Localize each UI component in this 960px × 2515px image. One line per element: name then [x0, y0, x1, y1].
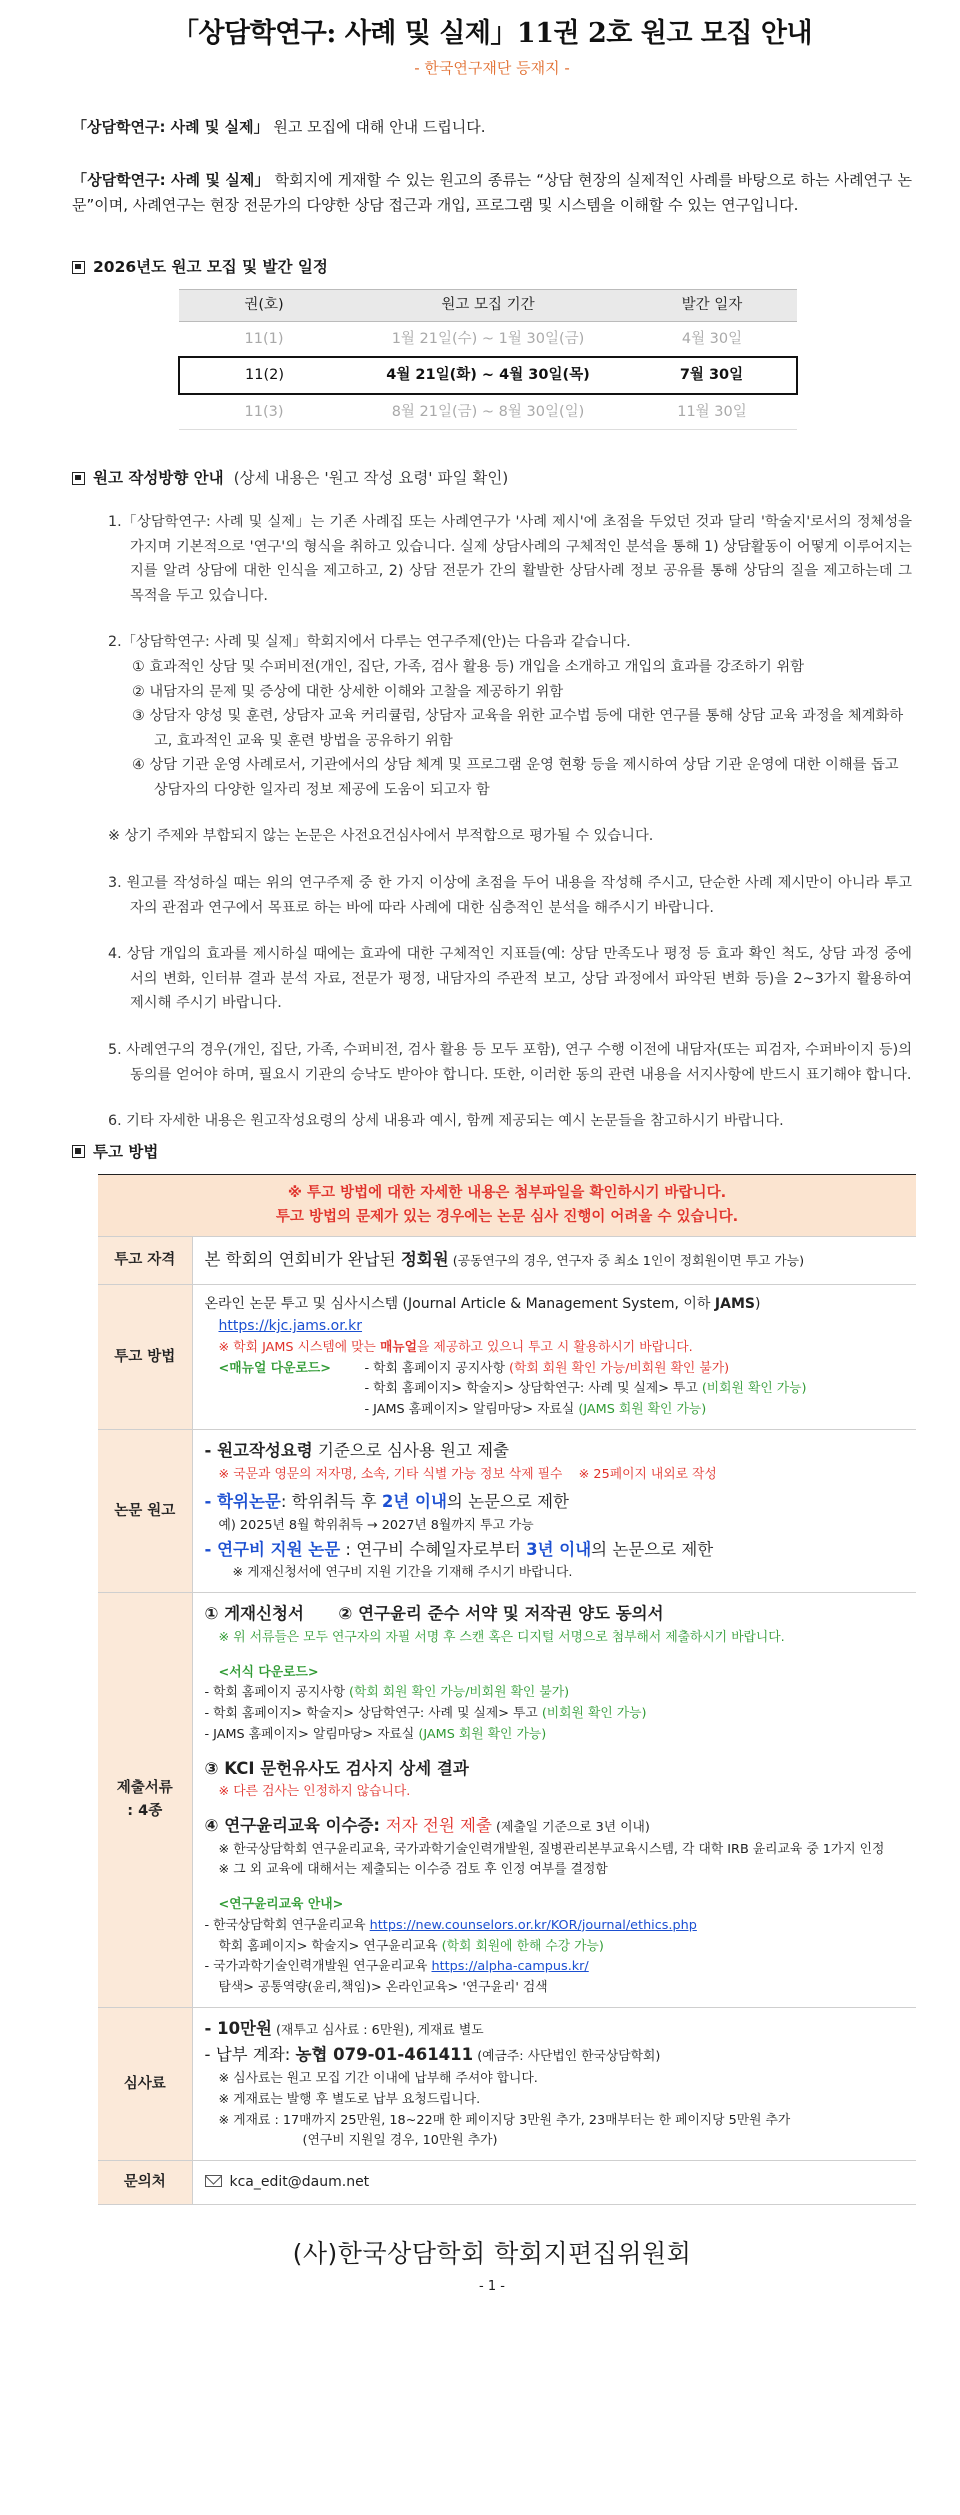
journal-name: 「상담학연구: 사례 및 실제」 [72, 170, 270, 189]
row-label: 제출서류 : 4종 [98, 1593, 192, 2008]
table-row [179, 394, 797, 430]
notice-line-2: 투고 방법의 문제가 있는 경우에는 논문 심사 진행이 어려울 수 있습니다. [275, 1209, 739, 1226]
intro-paragraph-text: 학회지에 게재할 수 있는 원고의 종류는 “상담 현장의 실제적인 사례를 바탕으로 하는 사례연구 논문”이며, 사례연구는 현장 전문가의 다양한 상담 접근과 개입, 프로그램 및 시스템을 이해할 수 있는 연구입니다. [72, 170, 912, 215]
fee-row [98, 2007, 916, 2160]
notice-box [98, 1174, 916, 1236]
fee-note: ※ 게재료는 발행 후 별도로 납부 요청드립니다. [218, 2091, 481, 2107]
qualification-text: 본 학회의 연회비가 완납된 [204, 1249, 401, 1269]
notice-row [98, 1174, 916, 1236]
list-item: - JAMS 홈페이지> 알림마당> 자료실 (JAMS 회원 확인 가능) [364, 1402, 707, 1418]
submission-heading [72, 1140, 912, 1164]
regular-member-text: 정회원 [400, 1249, 449, 1269]
period-cell: 1월 21일(수) ~ 1월 30일(금) [349, 321, 627, 357]
page-title: 「상담학연구: 사례 및 실제」11권 2호 원고 모집 안내 [171, 18, 813, 49]
documents-content [192, 1593, 916, 2008]
form-download-label: <서식 다운로드> [218, 1664, 319, 1680]
square-bullet-icon [72, 261, 85, 274]
footer-organization: (사)한국상담학회 학회지편집위원회 [292, 2238, 692, 2268]
list-item: - 학회 홈페이지> 학술지> 상담학연구: 사례 및 실제> 투고 (비회원 확인 가능) [204, 1706, 647, 1722]
ethics-link[interactable]: https://new.counselors.or.kr/KOR/journal/ethics.php [369, 1917, 697, 1933]
square-bullet-icon [72, 472, 85, 485]
method-text: 온라인 논문 투고 및 심사시스템 (Journal Article & Management System, 이하 [204, 1295, 715, 1312]
submission-table [98, 1174, 916, 2205]
ethics-guide-label: <연구윤리교육 안내> [218, 1897, 344, 1913]
guide-item-2: 2.「상담학연구: 사례 및 실제」학회지에서 다루는 연구주제(안)는 다음과 같습니다. [108, 634, 631, 651]
contact-email[interactable]: kca_edit@daum.net [229, 2174, 370, 2191]
qualification-row [98, 1236, 916, 1284]
mail-icon [205, 2175, 222, 2187]
paper-warning: ※ 국문과 영문의 저자명, 소속, 기타 식별 가능 정보 삭제 필수 ※ 25페이지 내외로 작성 [218, 1466, 717, 1482]
row-label: 논문 원고 [98, 1429, 192, 1592]
fee-line: - 10만원 (재투고 심사료 : 6만원), 게재료 별도 [204, 2018, 484, 2038]
list-item: 학회 홈페이지> 학술지> 연구윤리교육 (학회 회원에 한해 수강 가능) [218, 1938, 604, 1954]
method-row [98, 1284, 916, 1429]
list-item: 탐색> 공통역량(윤리,책임)> 온라인교육> '연구윤리' 검색 [218, 1979, 548, 1995]
table-row [179, 321, 797, 357]
guide-heading-text: 원고 작성방향 안내 [93, 469, 224, 488]
date-cell: 7월 30일 [627, 357, 797, 393]
journal-name: 「상담학연구: 사례 및 실제」 [72, 118, 269, 137]
topic-item: ④ 상담 기관 운영 사례로서, 기관에서의 상담 체계 및 프로그램 운영 현황 등을 제시하여 상담 기관 운영에 대한 이해를 돕고 상담자의 다양한 일자리 정보 제공에 도움이 되고자 함 [132, 757, 899, 798]
guide-heading-note: (상세 내용은 '원고 작성 요령' 파일 확인) [233, 469, 509, 488]
list-item: - 학회 홈페이지 공지사항 (학회 회원 확인 가능/비회원 확인 불가) [364, 1360, 730, 1376]
intro-line-text: 원고 모집에 대해 안내 드립니다. [268, 118, 486, 137]
qualification-note: (공동연구의 경우, 연구자 중 최소 1인이 정회원이면 투고 가능) [448, 1253, 805, 1269]
list-item: - 학회 홈페이지> 학술지> 상담학연구: 사례 및 실제> 투고 (비회원 확인 가능) [364, 1381, 807, 1397]
contact-row [98, 2161, 916, 2205]
schedule-heading [72, 255, 912, 279]
table-header-row [179, 290, 797, 321]
guide-item-4: 4. 상담 개입의 효과를 제시하실 때에는 효과에 대한 구체적인 지표들(예: 상담 만족도나 평정 등 효과 확인 척도, 상담 과정 중에서의 변화, 인터뷰 결과 분석 자료, 전문가 평정, 내담자의 주관적 보고, 상담 과정에서 파악된 변화 등)을 2~3가지 활용하여 제시해 주시기 바랍니다. [108, 946, 912, 1012]
manual-emphasis: 매뉴얼 [379, 1340, 418, 1356]
documents-title-3: ③ KCI 문헌유사도 검사지 상세 결과 [204, 1758, 469, 1778]
documents-warning-3: ※ 다른 검사는 인정하지 않습니다. [218, 1784, 411, 1800]
period-cell: 8월 21일(금) ~ 8월 30일(일) [349, 394, 627, 430]
fee-note: ※ 게재료 : 17매까지 25만원, 18~22매 한 페이지당 3만원 추가, 23매부터는 한 페이지당 5만원 추가 [218, 2112, 791, 2128]
method-line [205, 1293, 907, 1316]
intro-line [72, 116, 912, 139]
paper-line: - 원고작성요령 기준으로 심사용 원고 제출 [204, 1440, 510, 1460]
guide-item-3: 3. 원고를 작성하실 때는 위의 연구주제 중 한 가지 이상에 초점을 두어 내용을 작성해 주시고, 단순한 사례 제시만이 아니라 투고자의 관점과 연구에서 목표로 하는 바에 따라 사례에 대한 심층적인 분석을 해주시기 바랍니다. [108, 875, 912, 916]
issue-cell: 11(3) [179, 394, 349, 430]
guide-heading [72, 466, 912, 490]
intro-paragraph [72, 168, 912, 220]
ethics-note: ※ 한국상담학회 연구윤리교육, 국가과학기술인력개발원, 질병관리본부교육시스템, 각 대학 IRB 윤리교육 중 1가지 인정 [218, 1841, 885, 1857]
row-label: 심사료 [98, 2007, 192, 2160]
documents-title-1: ① 게재신청서 ② 연구윤리 준수 서약 및 저작권 양도 동의서 [204, 1604, 664, 1624]
topic-item: ② 내담자의 문제 및 증상에 대한 상세한 이해와 고찰을 제공하기 위함 [132, 683, 564, 700]
square-bullet-icon [72, 1145, 85, 1158]
documents-warning: ※ 위 서류들은 모두 연구자의 자필 서명 후 스캔 혹은 디지털 서명으로 첨부해서 제출하시기 바랍니다. [218, 1629, 785, 1645]
row-label: 문의처 [98, 2161, 192, 2205]
date-cell: 4월 30일 [627, 321, 797, 357]
documents-title-4: ④ 연구윤리교육 이수증: 저자 전원 제출 (제출일 기준으로 3년 이내) [204, 1815, 650, 1835]
paper-content [192, 1429, 916, 1592]
alpha-campus-link[interactable]: https://alpha-campus.kr/ [431, 1959, 589, 1975]
table-row-current [179, 357, 797, 393]
topic-item: ① 효과적인 상담 및 수퍼비전(개인, 집단, 가족, 검사 활용 등) 개입을 소개하고 개입의 효과를 강조하기 위함 [132, 658, 805, 675]
manual-download-list [205, 1359, 907, 1421]
notice-line-1: ※ 투고 방법에 대한 자세한 내용은 첨부파일을 확인하시기 바랍니다. [287, 1184, 727, 1201]
guide-item-5: 5. 사례연구의 경우(개인, 집단, 가족, 수퍼비전, 검사 활용 등 모두 포함), 연구 수행 이전에 내담자(또는 피검자, 수퍼바이지 등)의 동의를 얻어야 하며, 필요시 기관의 승낙도 받아야 합니다. 또한, 이러한 동의 관련 내용을 서지사항에 반드시 표기해야 합니다. [108, 1041, 912, 1083]
paper-example: 예) 2025년 8월 학위취득 → 2027년 8월까지 투고 가능 [218, 1518, 534, 1534]
list-item: - 국가과학기술인력개발원 연구윤리교육 https://alpha-campus.kr/ [204, 1959, 589, 1975]
paper-note: ※ 게재신청서에 연구비 지원 기간을 기재해 주시기 바랍니다. [232, 1565, 573, 1581]
page-subtitle: - 한국연구재단 등재지 - [414, 59, 570, 78]
issue-cell: 11(1) [179, 321, 349, 357]
jams-label: JAMS [714, 1295, 755, 1312]
schedule-table [178, 289, 798, 430]
period-cell: 4월 21일(화) ~ 4월 30일(목) [349, 357, 627, 393]
guide-item-6: 6. 기타 자세한 내용은 원고작성요령의 상세 내용과 예시, 함께 제공되는 예시 논문들을 참고하시기 바랍니다. [108, 1113, 784, 1130]
row-label: 투고 자격 [98, 1236, 192, 1284]
manual-warning: ※ 학회 JAMS 시스템에 맞는 매뉴얼을 제공하고 있으니 투고 시 활용하시기 바랍니다. [218, 1340, 693, 1356]
paper-line: - 학위논문: 학위취득 후 2년 이내의 논문으로 제한 [204, 1492, 569, 1512]
date-cell: 11월 30일 [627, 394, 797, 430]
column-header: 발간 일자 [627, 290, 797, 321]
manual-download-label: <매뉴얼 다운로드> [218, 1360, 331, 1376]
schedule-heading-text: 2026년도 원고 모집 및 발간 일정 [93, 258, 328, 277]
jams-link[interactable]: https://kjc.jams.or.kr [218, 1318, 363, 1335]
contact-content [192, 2161, 916, 2205]
topic-item: ③ 상담자 양성 및 훈련, 상담자 교육 커리큘럼, 상담자 교육을 위한 교수법 등에 대한 연구를 통해 상담 교육 과정을 체계화하고, 효과적인 교육 및 훈련 방법을 공유하기 위함 [132, 708, 904, 749]
topic-warning: ※ 상기 주제와 부합되지 않는 논문은 사전요건심사에서 부적합으로 평가될 수 있습니다. [108, 828, 654, 845]
guide-list [108, 510, 912, 1134]
list-item: - 한국상담학회 연구윤리교육 https://new.counselors.or.kr/KOR/journal/ethics.php [204, 1917, 697, 1933]
ethics-note: ※ 그 외 교육에 대해서는 제출되는 이수증 검토 후 인정 여부를 결정함 [218, 1862, 608, 1878]
method-content [192, 1284, 916, 1429]
column-header: 권(호) [179, 290, 349, 321]
submission-heading-text: 투고 방법 [93, 1142, 159, 1161]
paper-line: - 연구비 지원 논문 : 연구비 수혜일자로부터 3년 이내의 논문으로 제한 [204, 1539, 714, 1559]
paper-row [98, 1429, 916, 1592]
column-header: 원고 모집 기간 [349, 290, 627, 321]
list-item: - JAMS 홈페이지> 알림마당> 자료실 (JAMS 회원 확인 가능) [204, 1726, 547, 1742]
guide-item-1: 1.「상담학연구: 사례 및 실제」는 기존 사례집 또는 사례연구가 '사례 제시'에 초점을 두었던 것과 달리 '학술지'로서의 정체성을 가지며 기본적으로 '연구'의 형식을 취하고 있습니다. 실제 상담사례의 구체적인 분석을 통해 1) 상담활동이 어떻게 이루어지는지를 알려 상담에 대한 인식을 제고하고, 2) 상담 전문가 간의 활발한 상담사례 정보 공유를 통해 상담의 질을 제고하는데 그 목적을 두고 있습니다. [108, 514, 912, 604]
fee-content [192, 2007, 916, 2160]
qualification-content [192, 1236, 916, 1284]
page-number: - 1 - [479, 2279, 505, 2295]
issue-cell: 11(2) [179, 357, 349, 393]
fee-note: ※ 심사료는 원고 모집 기간 이내에 납부해 주셔야 합니다. [218, 2071, 538, 2087]
manual-download-items [365, 1359, 807, 1421]
method-text-end: ) [754, 1295, 761, 1312]
list-item: - 학회 홈페이지 공지사항 (학회 회원 확인 가능/비회원 확인 불가) [204, 1685, 570, 1701]
account-line: - 납부 계좌: 농협 079-01-461411 (예금주: 사단법인 한국상담학회) [204, 2045, 661, 2065]
documents-row [98, 1593, 916, 2008]
fee-note: (연구비 지원일 경우, 10만원 추가) [302, 2133, 498, 2149]
row-label: 투고 방법 [98, 1284, 192, 1429]
